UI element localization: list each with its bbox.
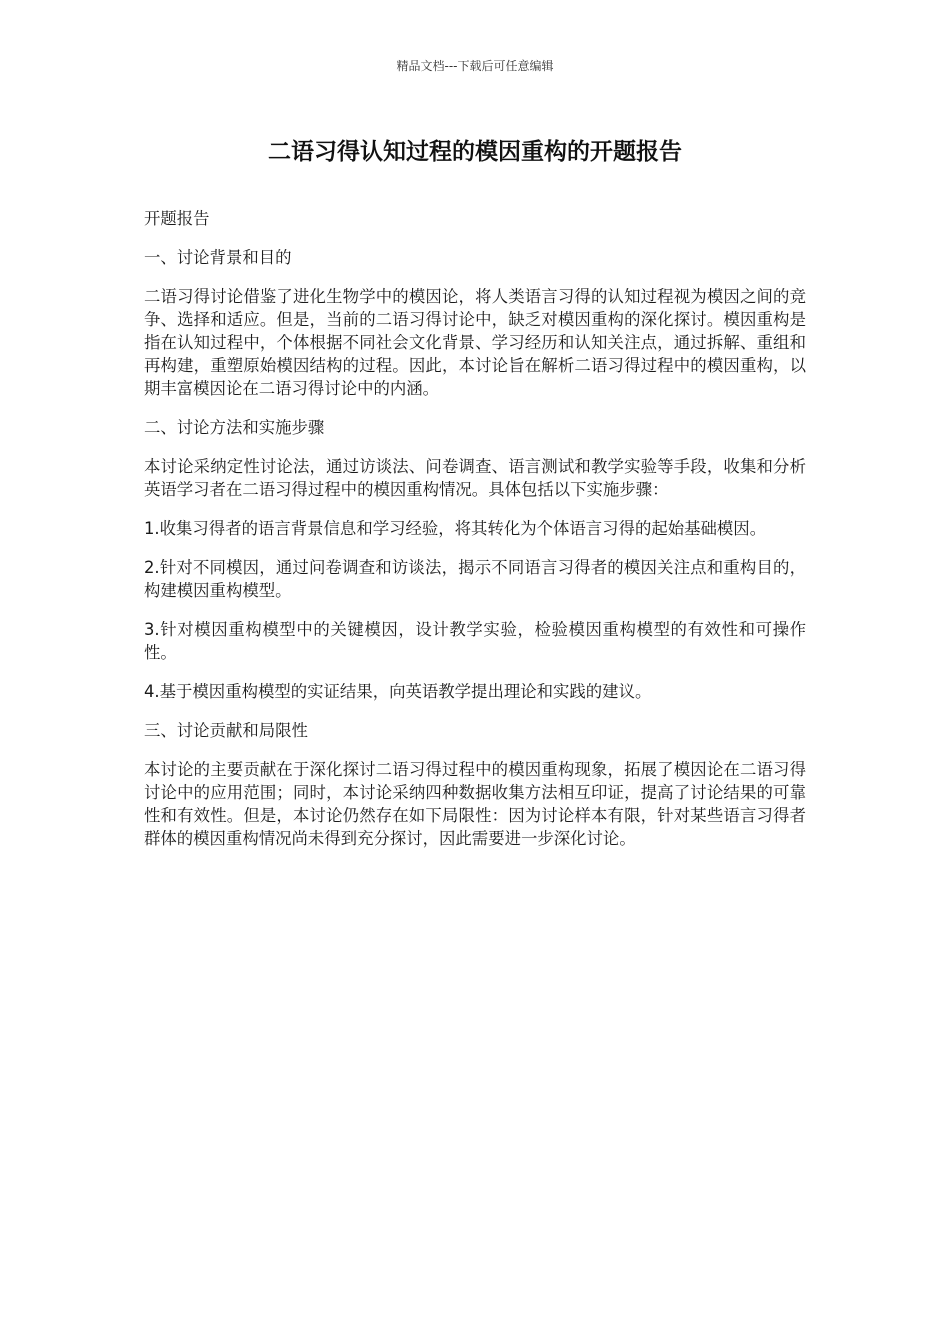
step-item-1: 1.收集习得者的语言背景信息和学习经验，将其转化为个体语言习得的起始基础模因。 bbox=[144, 519, 767, 538]
header-note: 精品文档---下载后可任意编辑 bbox=[396, 59, 554, 73]
paragraph-methods: 本讨论采纳定性讨论法，通过访谈法、问卷调查、语言测试和教学实验等手段，收集和分析英语学习者在二语习得过程中的模因重构情况。具体包括以下实施步骤： bbox=[144, 457, 806, 499]
step-item-4: 4.基于模因重构模型的实证结果，向英语教学提出理论和实践的建议。 bbox=[144, 682, 652, 701]
step-item-3: 3.针对模因重构模型中的关键模因，设计教学实验，检验模因重构模型的有效性和可操作性。 bbox=[144, 620, 806, 662]
paragraph-background: 二语习得讨论借鉴了进化生物学中的模因论，将人类语言习得的认知过程视为模因之间的竞争、选择和适应。但是，当前的二语习得讨论中，缺乏对模因重构的深化探讨。模因重构是指在认知过程中，个体根据不同社会文化背景、学习经历和认知关注点，通过拆解、重组和再构建，重塑原始模因结构的过程。因此，本讨论旨在解析二语习得过程中的模因重构，以期丰富模因论在二语习得讨论中的内涵。 bbox=[144, 287, 806, 398]
document-title: 二语习得认知过程的模因重构的开题报告 bbox=[268, 139, 682, 165]
document-body bbox=[144, 207, 806, 866]
section-heading-background: 一、讨论背景和目的 bbox=[144, 248, 292, 267]
paragraph-contribution: 本讨论的主要贡献在于深化探讨二语习得过程中的模因重构现象，拓展了模因论在二语习得讨论中的应用范围；同时，本讨论采纳四种数据收集方法相互印证，提高了讨论结果的可靠性和有效性。但是，本讨论仍然存在如下局限性：因为讨论样本有限，针对某些语言习得者群体的模因重构情况尚未得到充分探讨，因此需要进一步深化讨论。 bbox=[144, 760, 806, 848]
section-heading-contribution: 三、讨论贡献和局限性 bbox=[144, 721, 308, 740]
section-heading-methods: 二、讨论方法和实施步骤 bbox=[144, 418, 325, 437]
section-label-report: 开题报告 bbox=[144, 209, 210, 228]
step-item-2: 2.针对不同模因，通过问卷调查和访谈法，揭示不同语言习得者的模因关注点和重构目的，构建模因重构模型。 bbox=[144, 558, 806, 600]
